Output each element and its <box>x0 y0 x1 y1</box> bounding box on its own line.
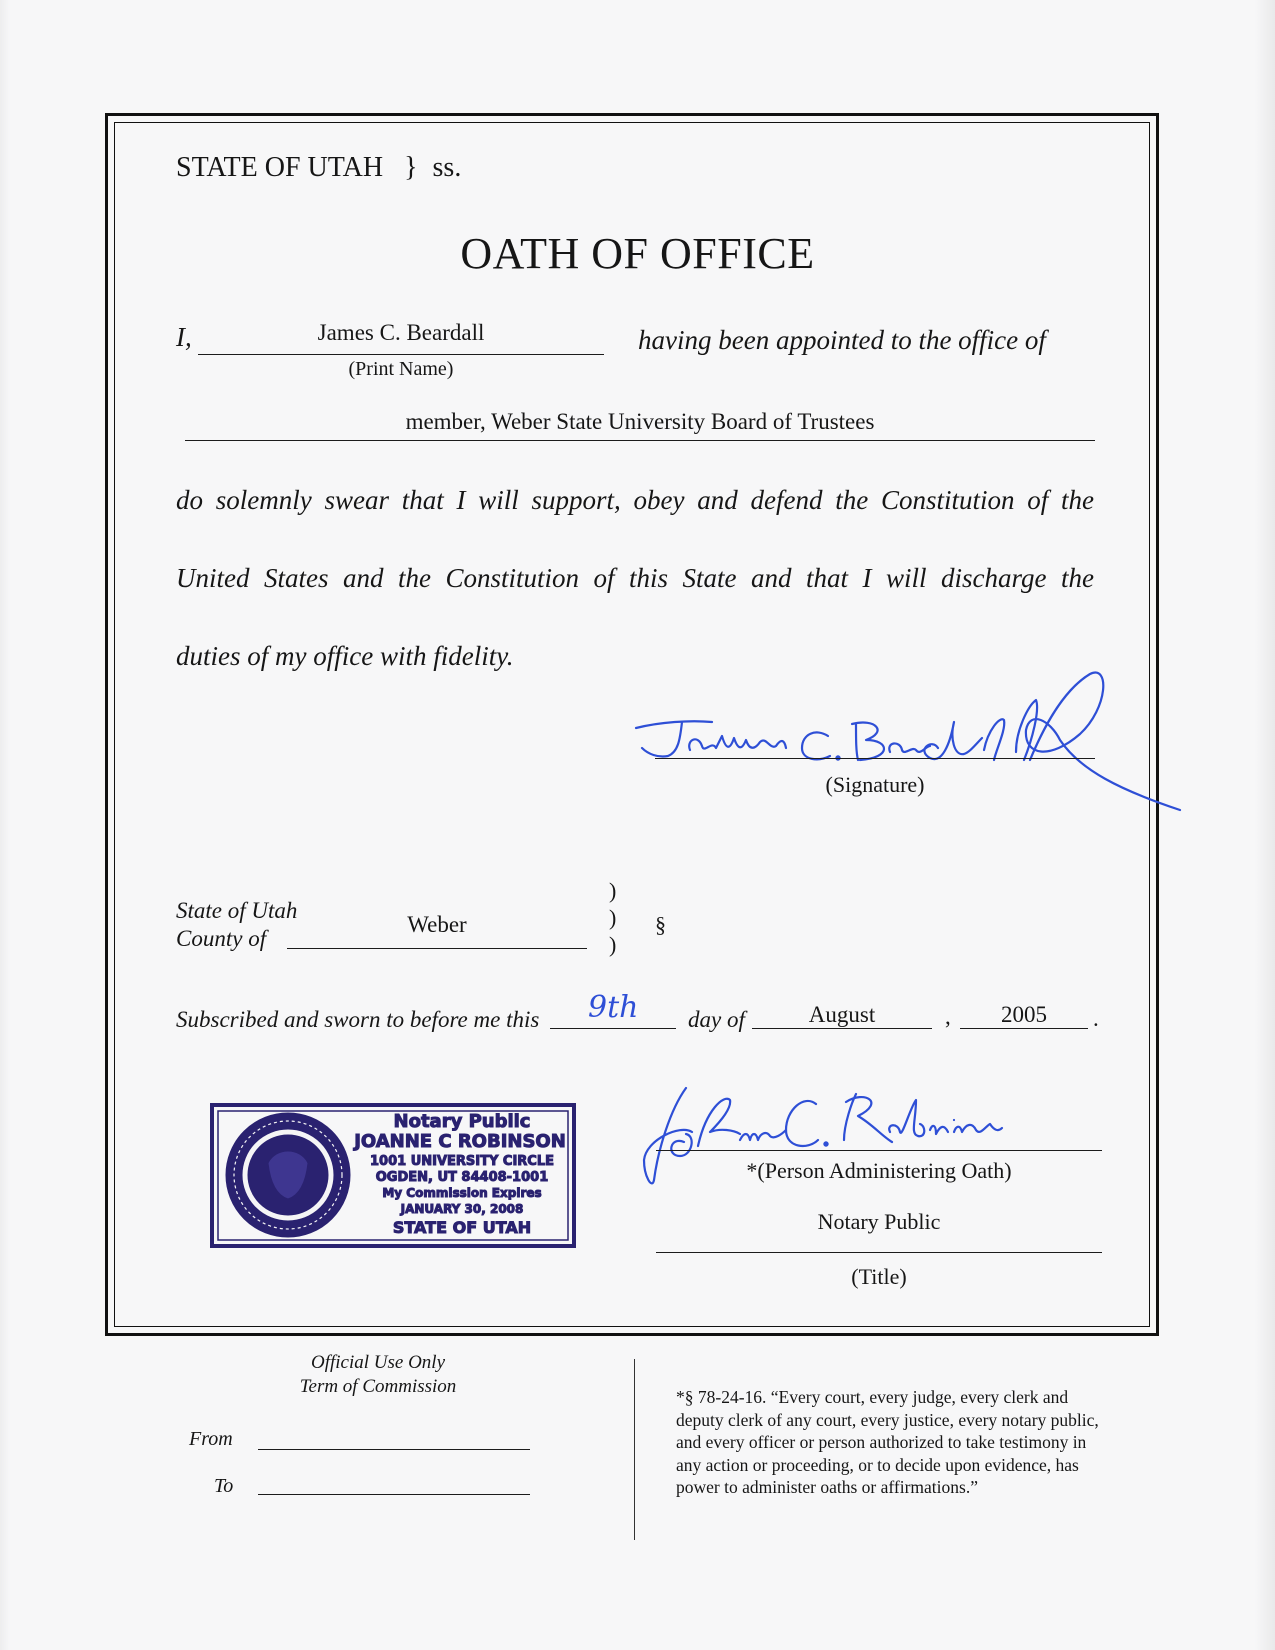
statute-line-3: and every officer or person authorized to take testimony in <box>676 1432 1087 1452</box>
signature-caption: (Signature) <box>825 772 925 797</box>
stamp-line-4: OGDEN, UT 84408-1001 <box>375 1170 549 1185</box>
section-symbol: § <box>655 912 666 937</box>
venue-state-label: State of Utah <box>176 898 298 923</box>
to-field-line[interactable] <box>258 1494 530 1495</box>
oath-paragraph-line-2: United States and the Constitution of this State and that I will discharge the <box>176 563 1094 593</box>
subscribed-text: Subscribed and sworn to before me this <box>176 1007 540 1032</box>
stamp-line-5: My Commission Expires <box>382 1186 542 1200</box>
ss-label: ss. <box>432 152 462 183</box>
document-title: OATH OF OFFICE <box>460 229 815 278</box>
notary-stamp <box>210 1103 576 1248</box>
month-line <box>752 1028 932 1029</box>
signature-line <box>655 758 1095 759</box>
official-use-label: Official Use Only <box>310 1352 446 1373</box>
appointed-text: having been appointed to the office of <box>638 325 1046 355</box>
from-field-line[interactable] <box>258 1449 530 1450</box>
venue-paren-1: ) <box>609 878 617 903</box>
venue-county-label: County of <box>176 926 267 951</box>
day-line <box>550 1028 676 1029</box>
from-label: From <box>189 1428 233 1450</box>
statute-line-2: deputy clerk of any court, every justice, every notary public, <box>676 1409 1099 1430</box>
print-name-line <box>198 354 604 355</box>
administrator-caption: *(Person Administering Oath) <box>746 1158 1012 1183</box>
statute-line-4: any action or proceeding, or to decide upon evidence, has <box>676 1454 1079 1475</box>
day-of-label: day of <box>688 1007 745 1032</box>
print-name-field[interactable]: James C. Beardall <box>317 320 485 345</box>
stamp-line-7: STATE OF UTAH <box>392 1218 532 1237</box>
brace: } <box>404 152 418 183</box>
oath-paragraph-line-3: duties of my office with fidelity. <box>176 641 514 671</box>
title-caption: (Title) <box>851 1264 907 1289</box>
statute-note <box>676 1386 1166 1499</box>
stamp-line-3: 1001 UNIVERSITY CIRCLE <box>369 1154 555 1169</box>
county-line <box>287 948 587 949</box>
state-heading <box>176 152 461 184</box>
stamp-line-2: JOANNE C ROBINSON <box>354 1131 566 1152</box>
statute-line-1: *§ 78-24-16. “Every court, every judge, every clerk and <box>676 1387 1069 1407</box>
stamp-line-6: JANUARY 30, 2008 <box>400 1202 524 1216</box>
month-field[interactable]: August <box>808 1002 876 1027</box>
county-field[interactable]: Weber <box>407 912 467 937</box>
date-period: . <box>1093 1006 1099 1031</box>
footer-divider <box>634 1359 635 1540</box>
day-field[interactable]: 9th <box>588 990 639 1025</box>
office-line <box>185 440 1095 441</box>
date-comma: , <box>945 1004 951 1029</box>
oath-paragraph-line-1: do solemnly swear that I will support, obey and defend the Constitution of the <box>176 485 1094 515</box>
office-field[interactable]: member, Weber State University Board of Trustees <box>405 409 875 434</box>
administrator-line <box>656 1150 1102 1151</box>
venue-paren-2: ) <box>609 905 617 930</box>
term-of-commission-label: Term of Commission <box>299 1376 457 1397</box>
i-label: I, <box>176 322 192 352</box>
title-line <box>656 1252 1102 1253</box>
state-line: STATE OF UTAH <box>176 152 384 183</box>
year-line <box>960 1028 1088 1029</box>
stamp-line-1: Notary Public <box>393 1111 531 1132</box>
year-field[interactable]: 2005 <box>1001 1002 1047 1027</box>
statute-line-5: power to administer oaths or affirmations.” <box>676 1477 978 1497</box>
to-label: To <box>214 1475 234 1497</box>
administrator-title-field[interactable]: Notary Public <box>817 1209 941 1234</box>
venue-paren-3: ) <box>609 932 617 957</box>
oath-signature-ink <box>620 660 1210 850</box>
print-name-caption: (Print Name) <box>348 358 454 380</box>
